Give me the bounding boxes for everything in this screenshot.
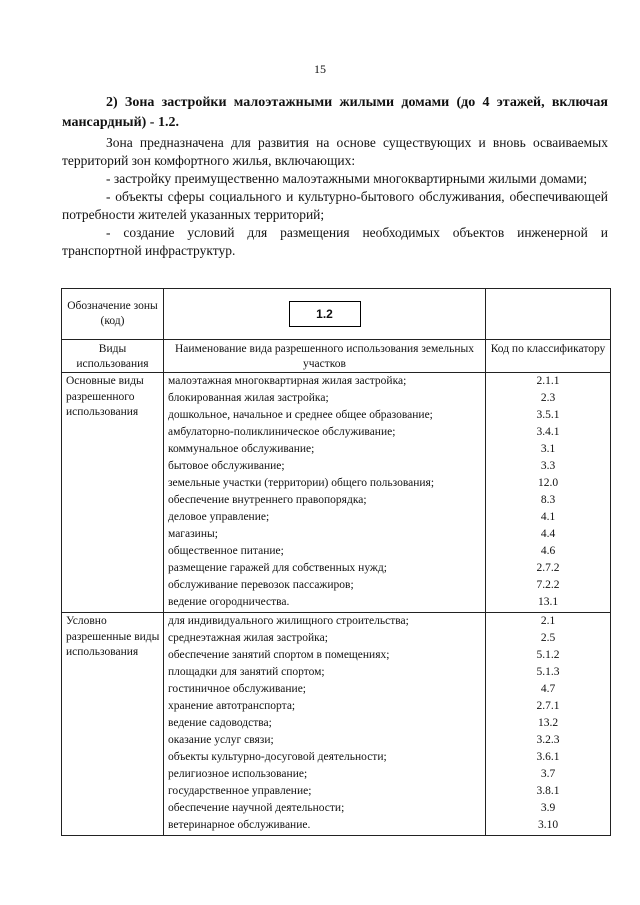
use-name: площадки для занятий спортом; (168, 666, 325, 679)
use-code: 3.9 (540, 802, 556, 815)
use-code: 2.5 (540, 632, 556, 645)
heading-line-1: 2) Зона застройки малоэтажными жилыми домами (до 4 этажей, включая (106, 95, 608, 110)
use-code: 3.6.1 (536, 751, 560, 764)
use-name: оказание услуг связи; (168, 734, 274, 747)
page-number: 15 (314, 62, 326, 76)
use-name: религиозное использование; (168, 768, 308, 781)
use-code: 3.1 (540, 443, 556, 456)
use-name: обеспечение внутреннего правопорядка; (168, 494, 367, 507)
zone-code-box: 1.2 (289, 301, 361, 327)
header-classifier-code: Код по классификатору (486, 340, 611, 373)
use-code: 4.1 (540, 511, 556, 524)
use-name: размещение гаражей для собственных нужд; (168, 562, 387, 575)
use-code: 13.2 (537, 717, 559, 730)
use-code: 4.4 (540, 528, 556, 541)
use-name: среднеэтажная жилая застройка; (168, 632, 328, 645)
zone-code-row (62, 289, 611, 340)
use-code: 5.1.3 (536, 666, 560, 679)
use-name: обеспечение занятий спортом в помещениях; (168, 649, 390, 662)
category-main-uses: Основные виды разрешенного использования (62, 373, 164, 613)
use-code: 3.5.1 (536, 409, 560, 422)
use-name: земельные участки (территории) общего пользования; (168, 477, 435, 490)
description-item: - создание условий для размещения необходимых объектов инженерной и транспортной инфраструктур. (62, 225, 608, 258)
use-code: 2.3 (540, 392, 556, 405)
zone-label-cell: Обозначение зоны (код) (62, 289, 164, 340)
use-name: государственное управление; (168, 785, 312, 798)
table-header-row (62, 340, 611, 373)
use-name: амбулаторно-поликлиническое обслуживание; (168, 426, 396, 439)
use-code: 2.1 (540, 615, 556, 628)
use-name: объекты культурно-досуговой деятельности; (168, 751, 387, 764)
use-code: 4.6 (540, 545, 556, 558)
use-code: 2.1.1 (536, 375, 560, 388)
description-paragraph: Зона предназначена для развития на основе существующих и вновь осваиваемых территорий зон комфортного жилья, включающих: (62, 135, 608, 168)
use-code: 7.2.2 (536, 579, 560, 592)
use-name: ведение огородничества. (168, 596, 290, 609)
empty-cell (486, 289, 611, 340)
land-use-table (61, 288, 611, 836)
use-code: 3.4.1 (536, 426, 560, 439)
use-name: обслуживание перевозок пассажиров; (168, 579, 354, 592)
use-name: обеспечение научной деятельности; (168, 802, 345, 815)
header-use-types: Виды использования (62, 340, 164, 373)
use-name: хранение автотранспорта; (168, 700, 296, 713)
conditional-uses-group (62, 613, 611, 836)
use-code: 4.7 (540, 683, 556, 696)
zone-code-cell (164, 289, 486, 340)
use-code: 3.7 (540, 768, 556, 781)
use-names-column (164, 613, 486, 836)
use-code: 2.7.2 (536, 562, 560, 575)
use-name: деловое управление; (168, 511, 270, 524)
use-name: магазины; (168, 528, 218, 541)
use-name: для индивидуального жилищного строительства; (168, 615, 409, 628)
use-name: блокированная жилая застройка; (168, 392, 329, 405)
use-code: 3.2.3 (536, 734, 560, 747)
zone-description (62, 134, 608, 260)
use-name: бытовое обслуживание; (168, 460, 285, 473)
use-code: 13.1 (537, 596, 559, 609)
heading-line-2: мансардный) - 1.2. (62, 115, 179, 130)
use-name: коммунальное обслуживание; (168, 443, 315, 456)
use-name: малоэтажная многоквартирная жилая застройка; (168, 375, 407, 388)
category-conditional-uses: Условно разрешенные виды использования (62, 613, 164, 836)
use-code: 12.0 (537, 477, 559, 490)
main-uses-group (62, 373, 611, 613)
use-name: дошкольное, начальное и среднее общее образование; (168, 409, 433, 422)
codes-column (486, 373, 611, 613)
use-name: гостиничное обслуживание; (168, 683, 306, 696)
description-item: - объекты сферы социального и культурно-бытового обслуживания, обеспечивающей потребности жителей указанных территорий; (62, 189, 608, 222)
use-code: 3.3 (540, 460, 556, 473)
description-item: - застройку преимущественно малоэтажными многоквартирными жилыми домами; (106, 171, 588, 186)
use-name: общественное питание; (168, 545, 284, 558)
use-name: ведение садоводства; (168, 717, 272, 730)
use-code: 5.1.2 (536, 649, 560, 662)
use-code: 3.10 (537, 819, 559, 832)
section-heading (62, 93, 608, 133)
use-code: 8.3 (540, 494, 556, 507)
header-use-name: Наименование вида разрешенного использования земельных участков (164, 340, 486, 373)
use-code: 3.8.1 (536, 785, 560, 798)
use-name: ветеринарное обслуживание. (168, 819, 311, 832)
codes-column (486, 613, 611, 836)
use-code: 2.7.1 (536, 700, 560, 713)
use-names-column (164, 373, 486, 613)
